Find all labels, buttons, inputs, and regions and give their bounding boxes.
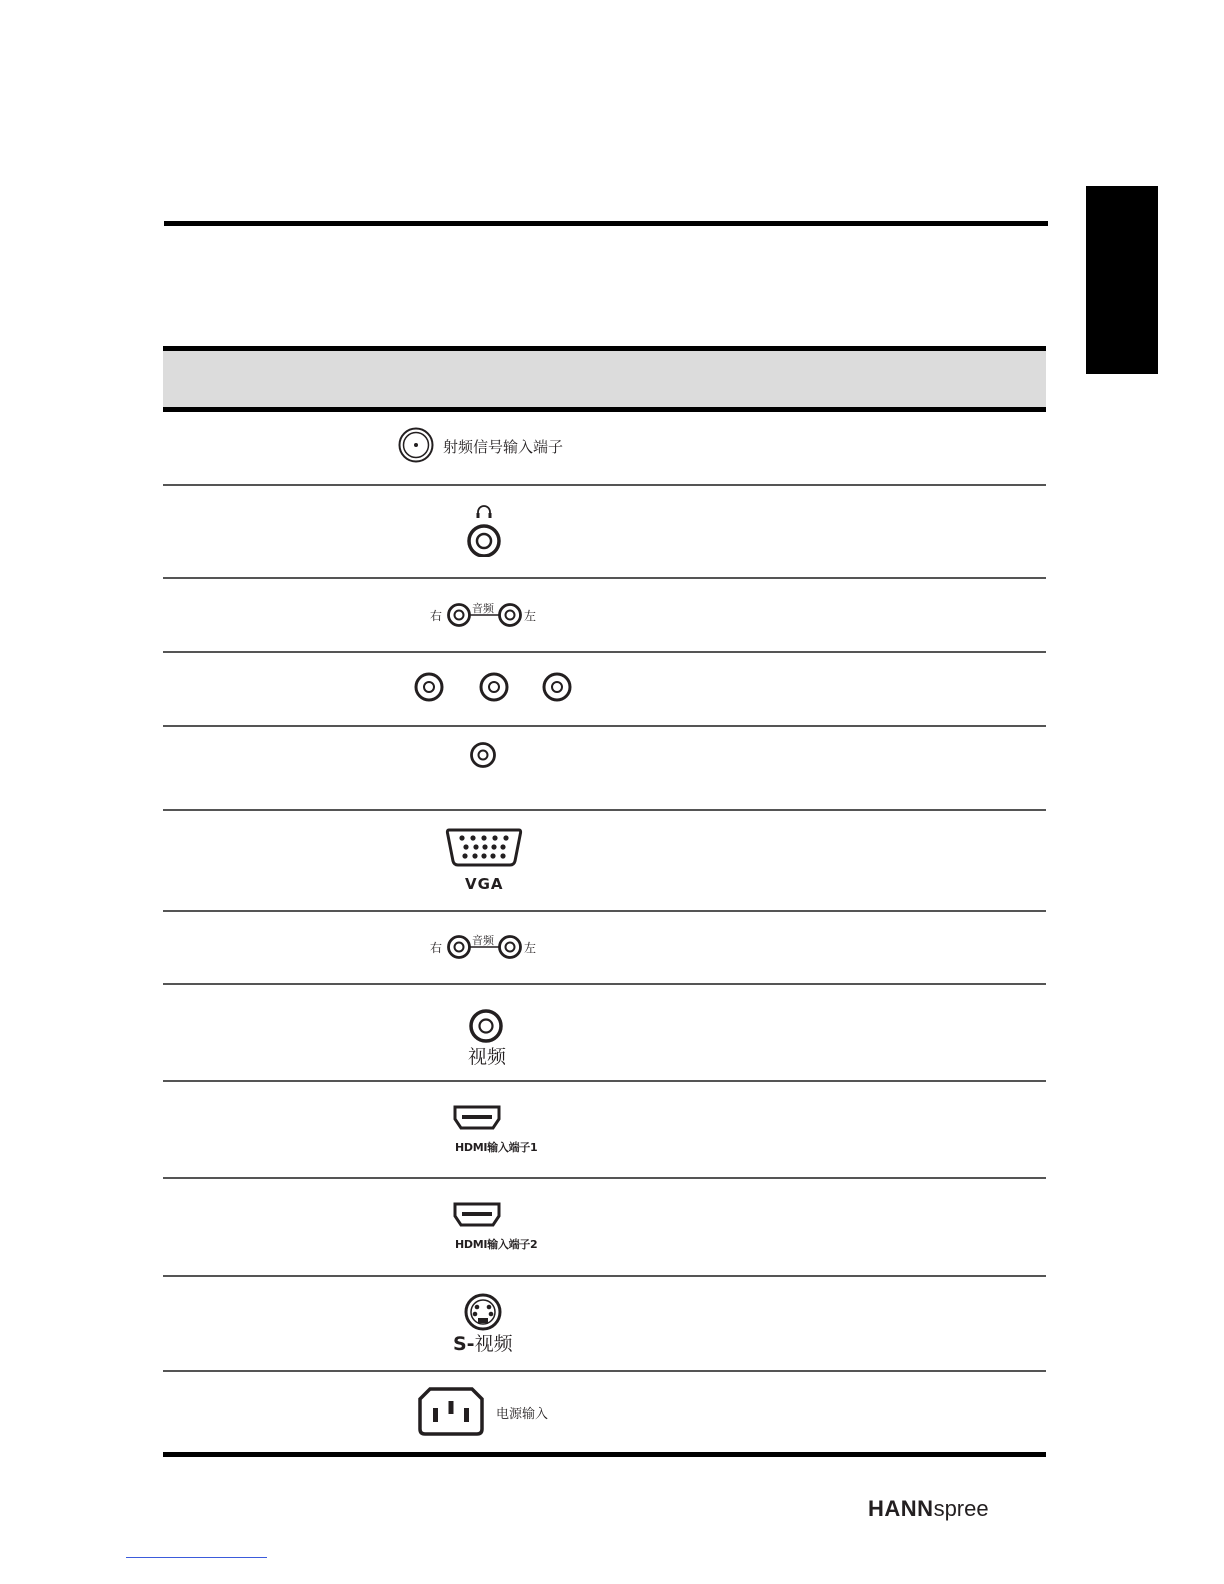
s-video-connector-icon <box>463 1293 503 1331</box>
hdmi2-label: HDMI输入端子2 <box>455 1238 538 1251</box>
section-tab <box>1086 186 1158 374</box>
power-label: 电源输入 <box>496 1407 549 1422</box>
row-divider <box>163 725 1046 727</box>
audio-left-label: 左 <box>524 609 537 623</box>
brand-bold: HANN <box>868 1496 934 1521</box>
svideo-prefix: S- <box>453 1333 475 1355</box>
rca-triple-icon <box>413 671 575 703</box>
row-divider <box>163 809 1046 811</box>
vga-connector-icon <box>445 826 523 868</box>
row-divider <box>163 577 1046 579</box>
top-rule <box>164 221 1048 226</box>
row-divider <box>163 983 1046 985</box>
row-divider <box>163 651 1046 653</box>
video-label: 视频 <box>468 1046 507 1068</box>
vga-label: VGA <box>465 875 504 893</box>
coax-antenna-icon <box>398 427 434 463</box>
row-divider <box>163 1370 1046 1372</box>
row-divider <box>163 1080 1046 1082</box>
audio-center-label: 音频 <box>472 934 494 947</box>
footer-link-underline[interactable] <box>126 1557 267 1558</box>
hdmi-connector-icon <box>452 1201 502 1229</box>
hdmi1-label: HDMI输入端子1 <box>455 1141 538 1154</box>
row-divider <box>163 910 1046 912</box>
headphone-jack-icon <box>466 503 502 557</box>
audio-center-label: 音频 <box>472 602 494 615</box>
row-divider <box>163 1177 1046 1179</box>
audio-right-label: 右 <box>430 609 443 623</box>
svideo-text: 视频 <box>474 1333 513 1355</box>
brand-light: spree <box>933 1496 989 1521</box>
row-divider <box>163 484 1046 486</box>
rca-jack-icon <box>469 741 497 769</box>
hdmi-connector-icon <box>452 1104 502 1132</box>
brand-logo <box>868 1496 989 1522</box>
bottom-rule <box>163 1452 1046 1457</box>
svideo-label <box>453 1329 513 1356</box>
power-socket-icon <box>416 1386 486 1438</box>
table-header <box>163 346 1046 412</box>
rf-label: 射频信号输入端子 <box>443 438 564 456</box>
audio-right-label: 右 <box>430 941 443 955</box>
rca-jack-icon <box>468 1008 504 1044</box>
audio-left-label: 左 <box>524 941 537 955</box>
row-divider <box>163 1275 1046 1277</box>
